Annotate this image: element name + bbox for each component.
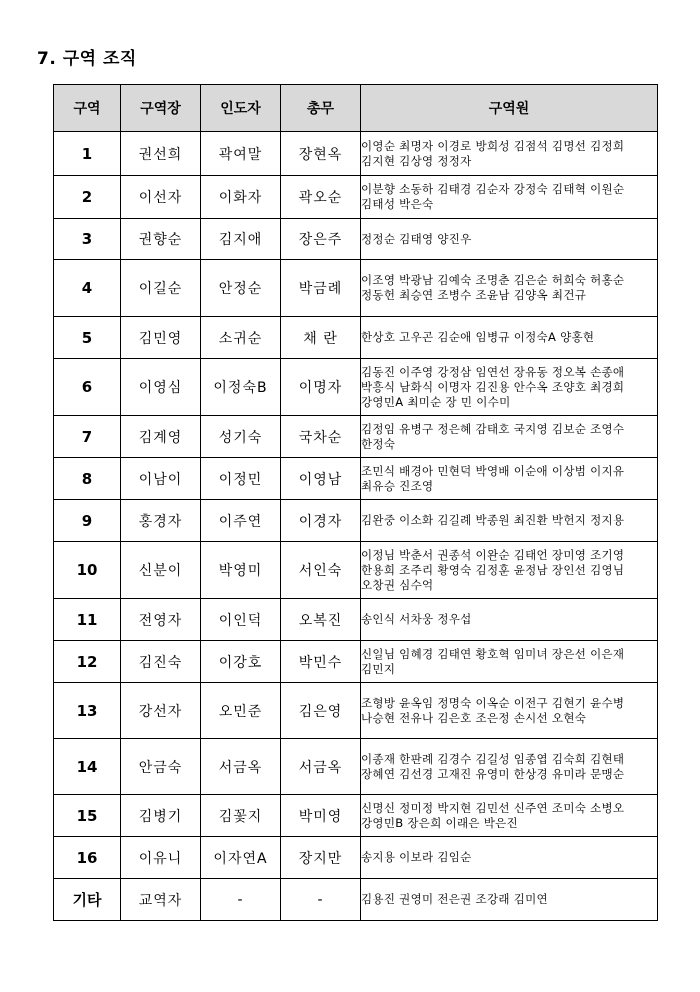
treasurer: 오복진 (281, 599, 361, 641)
members: 이종재 한판례 김경수 김길성 임종엽 김숙희 김현태 장혜연 김선경 고재진 유영미 한상경 유미라 문맹순 (361, 739, 658, 795)
table-row (54, 317, 658, 359)
treasurer: - (281, 879, 361, 921)
treasurer: 이경자 (281, 500, 361, 542)
guide: 이인덕 (201, 599, 281, 641)
table-row (54, 416, 658, 458)
guide: 소귀순 (201, 317, 281, 359)
members: 신명신 정미정 박지현 김민선 신주연 조미숙 소병오 강영민B 장은희 이래은 박은진 (361, 795, 658, 837)
guide: 이강호 (201, 641, 281, 683)
table-row (54, 500, 658, 542)
district-number: 3 (54, 219, 121, 260)
members: 조민식 배경아 민현덕 박영배 이순애 이상범 이지유 최유승 진조영 (361, 458, 658, 500)
members: 김정임 유병구 정은혜 감태호 국지영 김보순 조영수 한정숙 (361, 416, 658, 458)
district-leader: 이영심 (121, 359, 201, 416)
guide: 이정민 (201, 458, 281, 500)
district-leader: 강선자 (121, 683, 201, 739)
district-leader: 이길순 (121, 260, 201, 317)
guide: - (201, 879, 281, 921)
table-row (54, 359, 658, 416)
treasurer: 박금례 (281, 260, 361, 317)
members: 김동진 이주영 강정삼 임연선 장유동 정오복 손종애 박흥식 남화식 이명자 김진용 안수옥 조양호 최경희 강영민A 최미순 장 민 이수미 (361, 359, 658, 416)
treasurer: 서금옥 (281, 739, 361, 795)
table-row (54, 683, 658, 739)
treasurer: 서인숙 (281, 542, 361, 599)
members: 신일님 임혜경 김태연 황호혁 임미녀 장은선 이은재 김민지 (361, 641, 658, 683)
treasurer: 장은주 (281, 219, 361, 260)
guide: 성기숙 (201, 416, 281, 458)
district-number: 14 (54, 739, 121, 795)
treasurer: 박민수 (281, 641, 361, 683)
treasurer: 국차순 (281, 416, 361, 458)
header-treasurer: 총무 (281, 85, 361, 132)
district-leader: 이남이 (121, 458, 201, 500)
members: 송인식 서차웅 정우섭 (361, 599, 658, 641)
district-leader: 김민영 (121, 317, 201, 359)
guide: 김꽃지 (201, 795, 281, 837)
members: 조형방 윤옥임 정명숙 이옥순 이전구 김현기 윤수병 나승현 전유나 김은호 조은정 손시선 오현숙 (361, 683, 658, 739)
district-leader: 안금숙 (121, 739, 201, 795)
guide: 곽여말 (201, 132, 281, 176)
table-row (54, 739, 658, 795)
district-leader: 이유니 (121, 837, 201, 879)
treasurer: 박미영 (281, 795, 361, 837)
treasurer: 곽오순 (281, 176, 361, 219)
header-district-leader: 구역장 (121, 85, 201, 132)
district-number: 6 (54, 359, 121, 416)
district-leader: 교역자 (121, 879, 201, 921)
table-row (54, 458, 658, 500)
district-leader: 김병기 (121, 795, 201, 837)
guide: 안정순 (201, 260, 281, 317)
guide: 이자연A (201, 837, 281, 879)
district-number: 12 (54, 641, 121, 683)
treasurer: 이명자 (281, 359, 361, 416)
table-row (54, 176, 658, 219)
district-number: 1 (54, 132, 121, 176)
district-leader: 권선희 (121, 132, 201, 176)
header-members: 구역원 (361, 85, 658, 132)
guide: 이정숙B (201, 359, 281, 416)
district-organization-table (53, 84, 658, 921)
district-leader: 김계영 (121, 416, 201, 458)
members: 김완중 이소화 김길례 박종원 최진환 박헌지 정지용 (361, 500, 658, 542)
district-number: 13 (54, 683, 121, 739)
table-row (54, 641, 658, 683)
district-number: 9 (54, 500, 121, 542)
section-title: 7. 구역 조직 (37, 49, 137, 69)
table-row (54, 879, 658, 921)
district-leader: 전영자 (121, 599, 201, 641)
treasurer: 이영남 (281, 458, 361, 500)
table-row (54, 599, 658, 641)
district-leader: 홍경자 (121, 500, 201, 542)
district-leader: 이선자 (121, 176, 201, 219)
members: 김용진 권영미 전은권 조강래 김미연 (361, 879, 658, 921)
guide: 김지애 (201, 219, 281, 260)
guide: 오민준 (201, 683, 281, 739)
district-leader: 신분이 (121, 542, 201, 599)
district-number: 기타 (54, 879, 121, 921)
table-row (54, 260, 658, 317)
guide: 박영미 (201, 542, 281, 599)
district-number: 15 (54, 795, 121, 837)
guide: 이주연 (201, 500, 281, 542)
members: 이분향 소동하 김태경 김순자 강정숙 김태혁 이원순 김태성 박은숙 (361, 176, 658, 219)
district-number: 10 (54, 542, 121, 599)
treasurer: 장현옥 (281, 132, 361, 176)
district-number: 16 (54, 837, 121, 879)
guide: 이화자 (201, 176, 281, 219)
members: 한상호 고우곤 김순애 임병규 이정숙A 양홍현 (361, 317, 658, 359)
table-row (54, 837, 658, 879)
members: 송지용 이보라 김임순 (361, 837, 658, 879)
district-number: 7 (54, 416, 121, 458)
table-row (54, 542, 658, 599)
district-number: 8 (54, 458, 121, 500)
district-leader: 권향순 (121, 219, 201, 260)
table-row (54, 132, 658, 176)
district-number: 5 (54, 317, 121, 359)
members: 이조영 박광남 김예숙 조명춘 김은순 허희숙 허홍순 정동헌 최승연 조병수 조윤남 김양옥 최건규 (361, 260, 658, 317)
treasurer: 채 란 (281, 317, 361, 359)
treasurer: 장지만 (281, 837, 361, 879)
members: 정정순 김태영 양진우 (361, 219, 658, 260)
table-row (54, 795, 658, 837)
treasurer: 김은영 (281, 683, 361, 739)
table-row (54, 219, 658, 260)
district-number: 2 (54, 176, 121, 219)
district-number: 4 (54, 260, 121, 317)
district-leader: 김진숙 (121, 641, 201, 683)
header-guide: 인도자 (201, 85, 281, 132)
guide: 서금옥 (201, 739, 281, 795)
table-header-row (54, 85, 658, 132)
district-number: 11 (54, 599, 121, 641)
members: 이정님 박춘서 권종석 이완순 김태언 장미영 조기영 한용희 조주리 황영숙 김정훈 윤정남 장인선 김영님 오창권 심수억 (361, 542, 658, 599)
header-district: 구역 (54, 85, 121, 132)
members: 이영순 최명자 이경로 방희성 김점석 김명선 김정희 김지현 김상영 정정자 (361, 132, 658, 176)
